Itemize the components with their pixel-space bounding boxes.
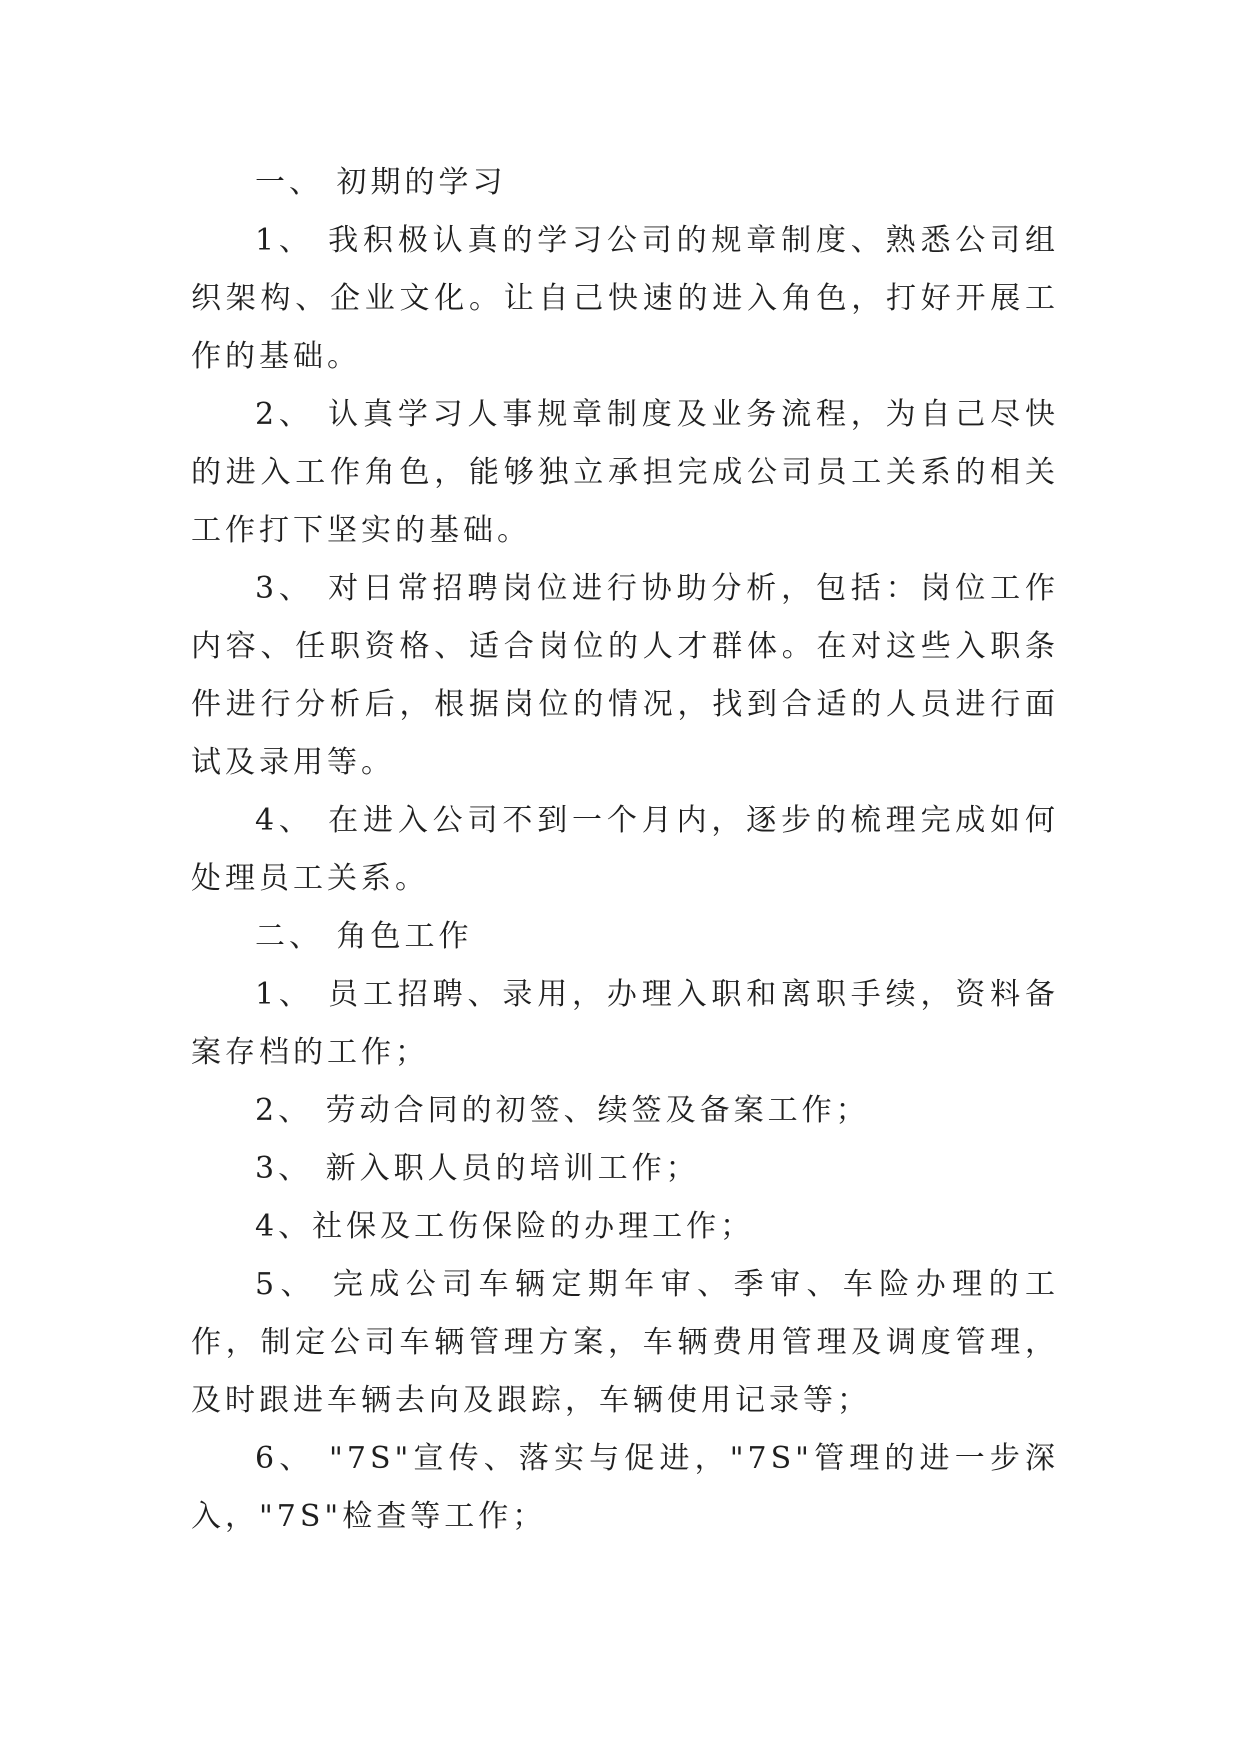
- list-item: 1、 我积极认真的学习公司的规章制度、熟悉公司组织架构、企业文化。让自己快速的进入角色，打好开展工作的基础。: [191, 223, 1059, 374]
- list-item: 4、社保及工伤保险的办理工作；: [255, 1209, 755, 1244]
- list-item: 4、 在进入公司不到一个月内，逐步的梳理完成如何处理员工关系。: [191, 803, 1059, 896]
- list-item: 3、 新入职人员的培训工作；: [255, 1151, 700, 1186]
- list-item: 3、 对日常招聘岗位进行协助分析，包括：岗位工作内容、任职资格、适合岗位的人才群体。在对这些入职条件进行分析后，根据岗位的情况，找到合适的人员进行面试及录用等。: [191, 571, 1059, 780]
- list-item: 6、 "7S"宣传、落实与促进，"7S"管理的进一步深入，"7S"检查等工作；: [191, 1441, 1059, 1534]
- list-item: 2、 劳动合同的初签、续签及备案工作；: [255, 1093, 870, 1128]
- section-heading-role-work: 二、 角色工作: [255, 919, 473, 954]
- list-item: 1、 员工招聘、录用，办理入职和离职手续，资料备案存档的工作；: [191, 977, 1059, 1070]
- list-item: 5、 完成公司车辆定期年审、季审、车险办理的工作，制定公司车辆管理方案，车辆费用管理及调度管理，及时跟进车辆去向及跟踪，车辆使用记录等；: [191, 1267, 1059, 1418]
- section-heading-initial-learning: 一、 初期的学习: [255, 165, 507, 200]
- list-item: 2、 认真学习人事规章制度及业务流程，为自己尽快的进入工作角色，能够独立承担完成公司员工关系的相关工作打下坚实的基础。: [191, 397, 1059, 548]
- document-body: [191, 154, 1059, 1546]
